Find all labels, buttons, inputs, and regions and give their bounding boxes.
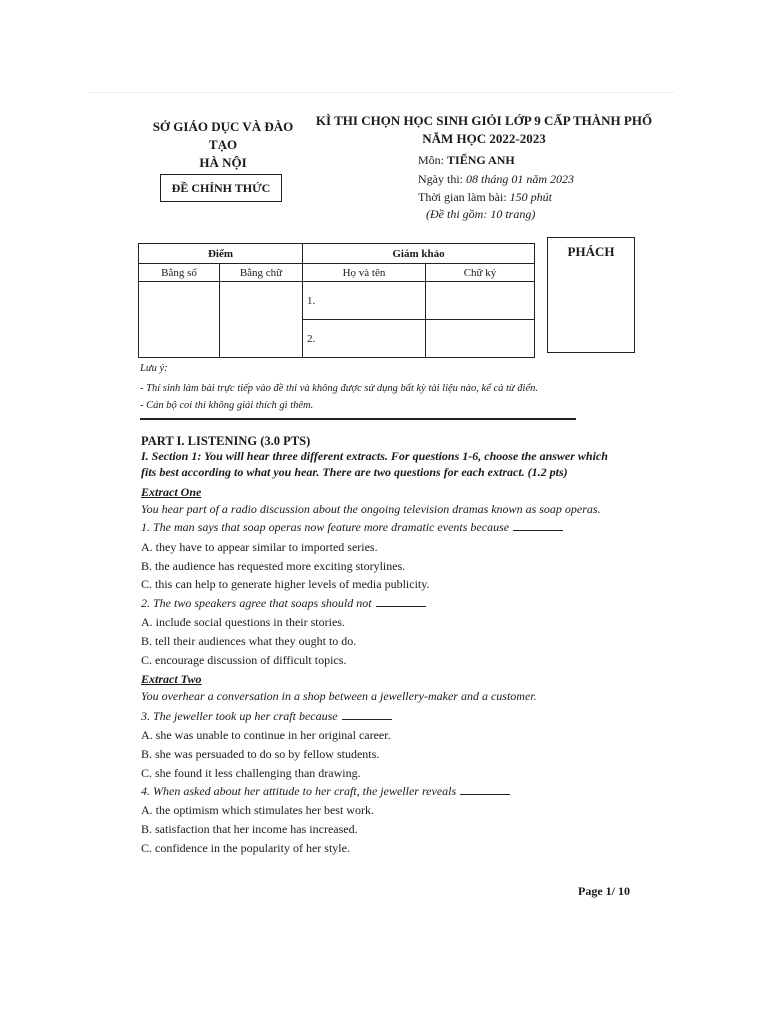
- q2-option-a: A. include social questions in their stories.: [141, 615, 345, 629]
- phach-box: PHÁCH: [547, 237, 635, 353]
- q4-option-b: B. satisfaction that her income has increased.: [141, 822, 358, 836]
- time-value: 150 phút: [509, 190, 553, 204]
- question-3-text: 3. The jeweller took up her craft because: [141, 709, 338, 723]
- score-header: Điểm: [139, 244, 303, 264]
- extract-two-intro: You overhear a conversation in a shop between a jewellery-maker and a customer.: [141, 689, 537, 703]
- score-table: [138, 243, 535, 358]
- time-label: Thời gian làm bài:: [418, 190, 507, 204]
- subject-line: [418, 151, 515, 169]
- exam-title: [314, 112, 654, 148]
- answer-blank[interactable]: [342, 710, 392, 720]
- date-label: Ngày thi:: [418, 172, 463, 186]
- q3-option-a: A. she was unable to continue in her original career.: [141, 728, 391, 742]
- q1-option-b: B. the audience has requested more exciting storylines.: [141, 559, 406, 573]
- examiner-header: Giám khảo: [303, 244, 535, 264]
- exam-time-line: [418, 188, 552, 206]
- section1-instructions-1: I. Section 1: You will hear three different extracts. For questions 1-6, choose the answer which: [141, 449, 608, 463]
- exam-date-line: [418, 170, 574, 188]
- exam-title-line1: KÌ THI CHỌN HỌC SINH GIỎI LỚP 9 CẤP THÀNH PHỐ: [315, 113, 653, 128]
- note-item-1: - Thí sinh làm bài trực tiếp vào đề thi và không được sử dụng bất kỳ tài liệu nào, kể cả từ điển.: [140, 383, 538, 394]
- col-score-words: Bằng chữ: [220, 264, 303, 282]
- note-item-2: - Cán bộ coi thi không giải thích gì thêm.: [140, 400, 314, 411]
- question-1-text: 1. The man says that soap operas now feature more dramatic events because: [141, 520, 510, 534]
- notes-title: Lưu ý:: [140, 363, 168, 374]
- q3-option-b: B. she was persuaded to do so by fellow students.: [141, 747, 380, 761]
- subject-value: TIẾNG ANH: [447, 153, 515, 167]
- examiner-2-signature[interactable]: [426, 320, 535, 358]
- subject-label: Môn:: [418, 153, 445, 167]
- date-value: 08 tháng 01 năm 2023: [466, 172, 574, 186]
- question-4: [141, 783, 510, 799]
- extract-two-title: Extract Two: [141, 672, 202, 686]
- q1-option-c: C. this can help to generate higher levels of media publicity.: [141, 577, 430, 591]
- section1-instructions-2: fits best according to what you hear. There are two questions for each extract. (1.2 pts): [141, 465, 568, 479]
- examiner-1-signature[interactable]: [426, 282, 535, 320]
- examiner-1-name[interactable]: 1.: [303, 282, 426, 320]
- official-exam-box: ĐỀ CHÍNH THỨC: [160, 174, 282, 202]
- section-divider: [140, 418, 576, 420]
- pages-note: [426, 205, 535, 223]
- question-3: [141, 708, 392, 724]
- question-1: [141, 519, 563, 535]
- q1-option-a: A. they have to appear similar to imported series.: [141, 540, 378, 554]
- q3-option-c: C. she found it less challenging than drawing.: [141, 766, 361, 780]
- score-words-cell[interactable]: [220, 282, 303, 358]
- q2-option-c: C. encourage discussion of difficult topics.: [141, 653, 347, 667]
- answer-blank[interactable]: [513, 521, 563, 531]
- q4-option-a: A. the optimism which stimulates her best work.: [141, 803, 374, 817]
- q4-option-c: C. confidence in the popularity of her style.: [141, 841, 350, 855]
- question-2: [141, 595, 426, 611]
- question-4-text: 4. When asked about her attitude to her craft, the jeweller reveals: [141, 784, 457, 798]
- question-2-text: 2. The two speakers agree that soaps should not: [141, 596, 372, 610]
- pages-note-text: (Đề thi gồm: 10 trang): [426, 207, 536, 221]
- page-number: Page 1/ 10: [578, 884, 630, 898]
- exam-title-line2: NĂM HỌC 2022-2023: [422, 131, 546, 146]
- department-header: [138, 118, 308, 172]
- q2-option-b: B. tell their audiences what they ought to do.: [141, 634, 357, 648]
- col-examiner-signature: Chữ ký: [426, 264, 535, 282]
- department-city: HÀ NỘI: [199, 155, 247, 170]
- part1-title: PART I. LISTENING (3.0 PTS): [141, 434, 311, 448]
- extract-one-title: Extract One: [141, 485, 202, 499]
- answer-blank[interactable]: [376, 597, 426, 607]
- col-examiner-name: Họ và tên: [303, 264, 426, 282]
- answer-blank[interactable]: [460, 785, 510, 795]
- col-score-number: Bằng số: [139, 264, 220, 282]
- extract-one-intro: You hear part of a radio discussion about the ongoing television dramas known as soap operas.: [141, 502, 601, 516]
- score-number-cell[interactable]: [139, 282, 220, 358]
- department-name: SỞ GIÁO DỤC VÀ ĐÀO TẠO: [152, 119, 294, 152]
- examiner-2-name[interactable]: 2.: [303, 320, 426, 358]
